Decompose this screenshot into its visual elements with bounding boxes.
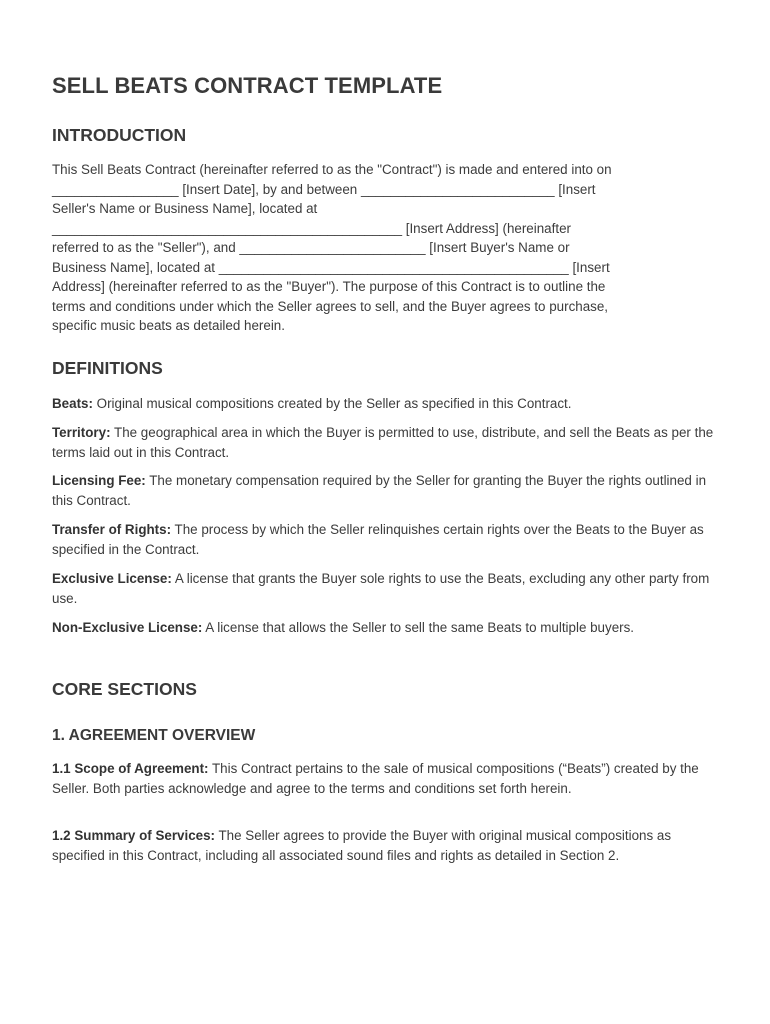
introduction-line: This Sell Beats Contract (hereinafter referred to as the "Contract") is made and entered into on (52, 162, 612, 177)
definition-territory (52, 423, 724, 462)
definition-term: Non-Exclusive License: (52, 620, 203, 635)
definition-text: The monetary compensation required by the Seller for granting the Buyer the rights outlined in this Contract. (52, 473, 707, 508)
definition-text: A license that grants the Buyer sole rights to use the Beats, excluding any other party from use. (52, 571, 710, 606)
introduction-heading: INTRODUCTION (52, 125, 187, 145)
definition-exclusive-license (52, 569, 724, 608)
clause-summary-of-services (52, 826, 724, 865)
definition-term: Licensing Fee: (52, 473, 146, 488)
definition-term: Territory: (52, 425, 111, 440)
definition-text: The geographical area in which the Buyer is permitted to use, distribute, and sell the Beats as per the terms laid out in this Contract. (52, 425, 714, 460)
definition-text: The process by which the Seller relinquishes certain rights over the Beats to the Buyer as specified in the Contract. (52, 522, 704, 557)
clause-text: The Seller agrees to provide the Buyer with original musical compositions as specified in this Contract, including all associated sound files and rights as detailed in Section 2. (52, 828, 672, 863)
introduction-line: referred to as the "Seller"), and _________________________ [Insert Buyer's Name or (52, 240, 570, 255)
clause-term: 1.2 Summary of Services: (52, 828, 216, 843)
introduction-line: _________________ [Insert Date], by and between __________________________ [Insert (52, 182, 596, 197)
agreement-overview-heading: 1. AGREEMENT OVERVIEW (52, 727, 256, 744)
definition-licensing-fee (52, 471, 724, 510)
clause-term: 1.1 Scope of Agreement: (52, 761, 209, 776)
clause-scope-of-agreement (52, 759, 724, 798)
definition-non-exclusive-license (52, 618, 724, 638)
introduction-line: specific music beats as detailed herein. (52, 318, 285, 333)
introduction-line: Business Name], located at _______________________________________________ [Insert (52, 260, 610, 275)
core-sections-heading: CORE SECTIONS (52, 679, 197, 699)
introduction-line: Address] (hereinafter referred to as the "Buyer"). The purpose of this Contract is to outline the (52, 279, 606, 294)
definitions-heading: DEFINITIONS (52, 358, 163, 378)
definition-transfer-of-rights (52, 520, 724, 559)
introduction-line: Seller's Name or Business Name], located at (52, 201, 318, 216)
document-title: SELL BEATS CONTRACT TEMPLATE (52, 73, 443, 98)
definition-term: Beats: (52, 396, 93, 411)
definition-term: Exclusive License: (52, 571, 172, 586)
definition-text: A license that allows the Seller to sell the same Beats to multiple buyers. (202, 620, 635, 635)
introduction-line: _______________________________________________ [Insert Address] (hereinafter (52, 221, 571, 236)
clause-text: This Contract pertains to the sale of musical compositions (“Beats”) created by the Seller. Both parties acknowledge and agree to the terms and conditions set forth herein. (52, 761, 699, 796)
definition-term: Transfer of Rights: (52, 522, 172, 537)
definition-text: Original musical compositions created by the Seller as specified in this Contract. (92, 396, 572, 411)
introduction-line: terms and conditions under which the Seller agrees to sell, and the Buyer agrees to purchase, (52, 299, 609, 314)
definition-beats (52, 394, 724, 414)
